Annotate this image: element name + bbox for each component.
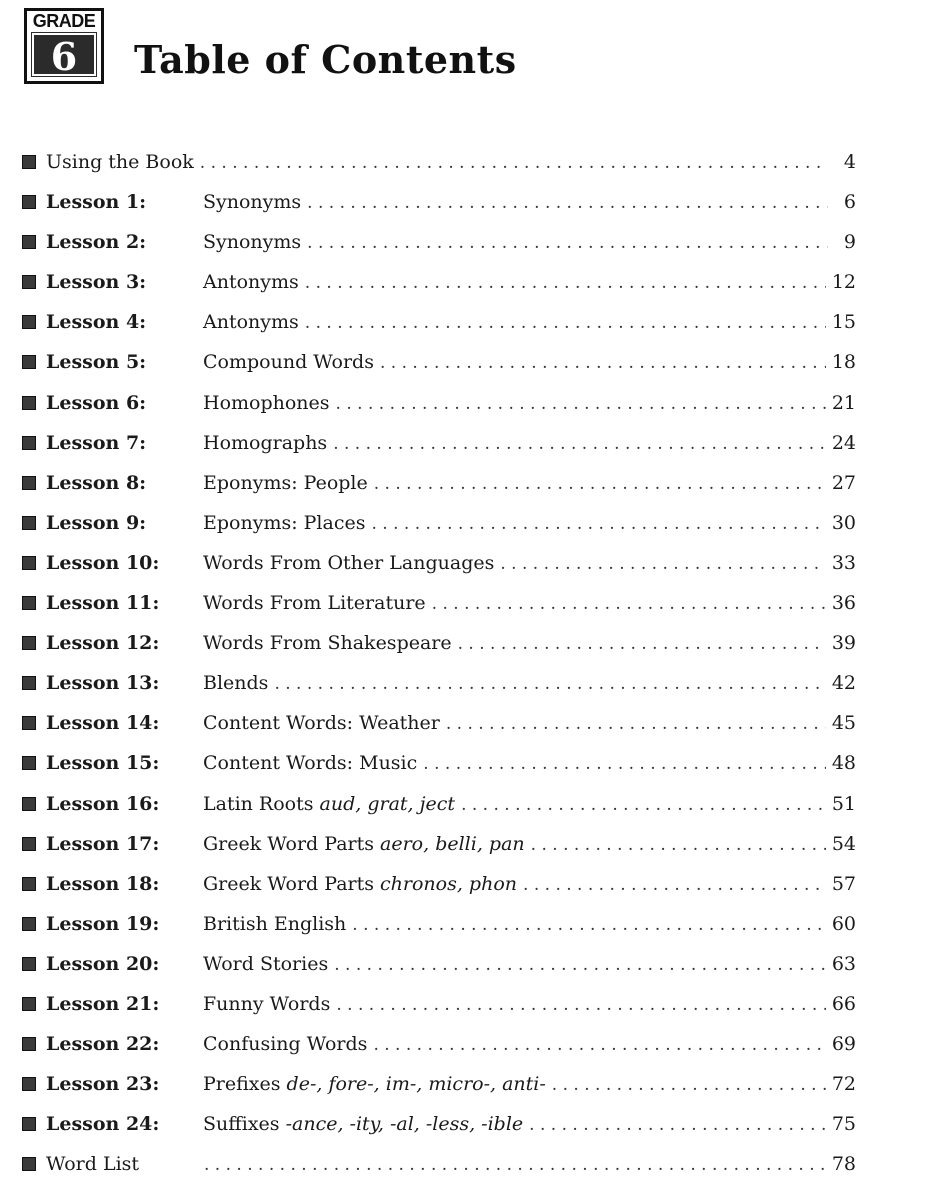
title-italic-text: -ance, -ity, -al, -less, -ible: [285, 1113, 524, 1136]
toc-entry-title: [203, 222, 301, 262]
dot-leader: [204, 1145, 826, 1185]
toc-entry-title: [203, 342, 374, 382]
dot-leader: [333, 424, 826, 464]
lesson-number: Lesson 5:: [46, 351, 147, 374]
lesson-number: Lesson 10:: [46, 551, 160, 574]
title-text: Greek Word Parts: [203, 872, 381, 895]
title-text: British English: [203, 912, 347, 935]
square-bullet-icon: [22, 596, 36, 610]
toc-entry-page: 4: [843, 151, 856, 173]
lesson-number: Lesson 9:: [46, 511, 147, 534]
dot-leader: [336, 384, 826, 424]
toc-entry-lesson-4[interactable]: [22, 302, 856, 342]
square-bullet-icon: [22, 436, 36, 450]
square-bullet-icon: [22, 837, 36, 851]
toc-entry-page: 6: [843, 191, 856, 214]
lesson-number: Lesson 20:: [46, 952, 160, 975]
toc-entry-lesson-20[interactable]: [22, 944, 856, 984]
toc-entry-title: [203, 904, 346, 944]
toc-entry-title: [203, 262, 299, 302]
lesson-number: Lesson 7:: [46, 431, 147, 454]
toc-entry-page: 30: [831, 511, 856, 534]
dot-leader: [552, 1065, 826, 1105]
lesson-number: Lesson 8:: [46, 471, 147, 494]
toc-entry-lesson-7[interactable]: [22, 423, 856, 463]
toc-entry-lesson-23[interactable]: [22, 1064, 856, 1104]
lesson-number: Lesson 13:: [46, 672, 160, 695]
square-bullet-icon: [22, 195, 36, 209]
toc-entry-page: 33: [831, 551, 856, 574]
title-text: Synonyms: [203, 191, 302, 214]
title-text: Words From Other Languages: [203, 551, 495, 574]
page-title: Table of Contents: [134, 37, 517, 82]
lesson-number: Lesson 17:: [46, 832, 160, 855]
toc-entry-page: 60: [831, 912, 856, 935]
toc-entry-page: 42: [831, 672, 856, 695]
title-text: Greek Word Parts: [203, 832, 381, 855]
title-text: Homophones: [203, 391, 330, 414]
lesson-number: Lesson 23:: [46, 1073, 160, 1096]
lesson-number: Lesson 12:: [46, 632, 160, 655]
title-text: Homographs: [203, 431, 328, 454]
toc-entry-lesson-13[interactable]: [22, 663, 856, 703]
square-bullet-icon: [22, 957, 36, 971]
title-text: Eponyms: People: [203, 471, 368, 494]
square-bullet-icon: [22, 396, 36, 410]
dot-leader: [531, 825, 826, 865]
toc-entry-title: [203, 1024, 367, 1064]
toc-entry-page: 63: [831, 952, 856, 975]
dot-leader: [432, 584, 826, 624]
dot-leader: [307, 183, 828, 223]
toc-entry-lesson-12[interactable]: [22, 623, 856, 663]
toc-entry-page: 72: [831, 1073, 856, 1096]
toc-entry-title: [203, 944, 328, 984]
toc-entry-page: 66: [831, 992, 856, 1015]
square-bullet-icon: [22, 556, 36, 570]
toc-entry-page: 54: [831, 832, 856, 855]
toc-entry-title: [203, 463, 368, 503]
toc-entry-lesson-17[interactable]: [22, 824, 856, 864]
dot-leader: [307, 223, 828, 263]
dot-leader: [529, 1105, 826, 1145]
toc-entry-title: [203, 503, 365, 543]
square-bullet-icon: [22, 355, 36, 369]
title-text: Words From Shakespeare: [203, 632, 452, 655]
dot-leader: [423, 744, 826, 784]
toc-entry-page: 36: [831, 592, 856, 615]
lesson-number: Lesson 15:: [46, 752, 160, 775]
title-text: Antonyms: [203, 271, 299, 294]
square-bullet-icon: [22, 1077, 36, 1091]
title-italic-text: aero, belli, pan: [380, 832, 525, 855]
lesson-number: Lesson 18:: [46, 872, 160, 895]
square-bullet-icon: [22, 716, 36, 730]
toc-entry-title: [203, 663, 268, 703]
toc-entry-page: 48: [831, 752, 856, 775]
dot-leader: [305, 263, 826, 303]
toc-entry-title: [203, 302, 299, 342]
toc-entry-page: 15: [831, 311, 856, 334]
lesson-number: Lesson 1:: [46, 191, 147, 214]
title-text: Funny Words: [203, 992, 331, 1015]
toc-entry-lesson-6[interactable]: [22, 383, 856, 423]
grade-number: 6: [32, 33, 96, 76]
title-text: Eponyms: Places: [203, 511, 366, 534]
toc-entry-lesson-11[interactable]: [22, 583, 856, 623]
square-bullet-icon: [22, 1037, 36, 1051]
toc-entry-page: 21: [831, 391, 856, 414]
title-italic-text: de-, fore-, im-, micro-, anti-: [286, 1073, 546, 1096]
toc-entry-title: [203, 864, 517, 904]
square-bullet-icon: [22, 1157, 36, 1171]
lesson-number: Lesson 24:: [46, 1113, 160, 1136]
lesson-number: Lesson 14:: [46, 712, 160, 735]
toc-entry-title: [203, 383, 330, 423]
lesson-number: Lesson 19:: [46, 912, 160, 935]
lesson-number: Lesson 11:: [46, 592, 160, 615]
toc-entry-lesson-14[interactable]: [22, 703, 856, 743]
dot-leader: [458, 624, 826, 664]
toc-entry-page: 75: [831, 1113, 856, 1136]
grade-badge: [24, 8, 104, 84]
square-bullet-icon: [22, 877, 36, 891]
table-of-contents: [22, 142, 856, 1184]
title-text: Compound Words: [203, 351, 374, 374]
toc-entry-title: [203, 543, 494, 583]
lesson-number: Lesson 2:: [46, 231, 147, 254]
lesson-number: Lesson 3:: [46, 271, 147, 294]
dot-leader: [200, 143, 828, 183]
title-text: Words From Literature: [203, 592, 426, 615]
toc-entry-lesson-8[interactable]: [22, 463, 856, 503]
square-bullet-icon: [22, 275, 36, 289]
square-bullet-icon: [22, 315, 36, 329]
dot-leader: [461, 785, 826, 825]
title-text: Word Stories: [203, 952, 329, 975]
toc-entry-page: 24: [831, 431, 856, 454]
square-bullet-icon: [22, 155, 36, 169]
toc-entry-title: [203, 824, 525, 864]
toc-entry-lesson-24[interactable]: [22, 1104, 856, 1144]
toc-entry-title: [203, 1104, 523, 1144]
title-italic-text: chronos, phon: [380, 872, 518, 895]
lesson-number: Lesson 6:: [46, 391, 147, 414]
toc-entry-title: Word List: [46, 1153, 140, 1176]
dot-leader: [274, 664, 825, 704]
toc-entry-title: [203, 984, 330, 1024]
title-text: Latin Roots: [203, 792, 320, 815]
toc-entry-title: [203, 703, 440, 743]
toc-entry-title: [203, 1064, 546, 1104]
dot-leader: [305, 303, 826, 343]
toc-entry-title: [203, 743, 417, 783]
square-bullet-icon: [22, 917, 36, 931]
dot-leader: [334, 945, 826, 985]
title-text: Synonyms: [203, 231, 302, 254]
toc-entry-using-the-book[interactable]: [22, 142, 856, 182]
dot-leader: [523, 865, 826, 905]
title-text: Content Words: Weather: [203, 712, 440, 735]
dot-leader: [373, 1025, 825, 1065]
square-bullet-icon: [22, 756, 36, 770]
toc-entry-lesson-15[interactable]: [22, 743, 856, 783]
toc-entry-lesson-18[interactable]: [22, 864, 856, 904]
title-text: Antonyms: [203, 311, 299, 334]
toc-entry-title: [203, 423, 327, 463]
lesson-number: Lesson 21:: [46, 992, 160, 1015]
title-text: Prefixes: [203, 1073, 287, 1096]
toc-entry-page: 45: [831, 712, 856, 735]
title-text: Content Words: Music: [203, 752, 418, 775]
toc-entry-lesson-19[interactable]: [22, 904, 856, 944]
toc-entry-lesson-22[interactable]: [22, 1024, 856, 1064]
toc-entry-lesson-9[interactable]: [22, 503, 856, 543]
dot-leader: [446, 704, 826, 744]
toc-entry-page: 51: [831, 792, 856, 815]
toc-entry-page: 27: [831, 471, 856, 494]
lesson-number: Lesson 16:: [46, 792, 160, 815]
square-bullet-icon: [22, 636, 36, 650]
dot-leader: [500, 544, 825, 584]
toc-entry-page: 78: [831, 1153, 856, 1176]
toc-entry-page: 12: [831, 271, 856, 294]
toc-entry-lesson-2[interactable]: [22, 222, 856, 262]
toc-entry-page: 9: [843, 231, 856, 254]
square-bullet-icon: [22, 997, 36, 1011]
toc-entry-title: [203, 623, 452, 663]
toc-entry-lesson-21[interactable]: [22, 984, 856, 1024]
title-text: Suffixes: [203, 1113, 286, 1136]
dot-leader: [352, 905, 826, 945]
toc-entry-title: Using the Book: [46, 151, 194, 173]
toc-entry-lesson-10[interactable]: [22, 543, 856, 583]
title-text: Blends: [203, 672, 269, 695]
dot-leader: [336, 985, 825, 1025]
toc-entry-title: [203, 182, 301, 222]
toc-entry-title: [203, 784, 455, 824]
dot-leader: [380, 343, 826, 383]
lesson-number: Lesson 22:: [46, 1033, 160, 1056]
toc-entry-lesson-3[interactable]: [22, 262, 856, 302]
dot-leader: [371, 504, 825, 544]
toc-entry-page: 69: [831, 1033, 856, 1056]
square-bullet-icon: [22, 1117, 36, 1131]
toc-entry-lesson-16[interactable]: [22, 784, 856, 824]
title-text: Confusing Words: [203, 1033, 368, 1056]
square-bullet-icon: [22, 516, 36, 530]
title-italic-text: aud, grat, ject: [319, 792, 456, 815]
dot-leader: [374, 464, 826, 504]
square-bullet-icon: [22, 476, 36, 490]
square-bullet-icon: [22, 235, 36, 249]
toc-entry-page: 18: [831, 351, 856, 374]
toc-entry-lesson-5[interactable]: [22, 342, 856, 382]
toc-entry-page: 39: [831, 632, 856, 655]
toc-entry-title: [203, 583, 426, 623]
grade-label: GRADE: [32, 11, 96, 31]
lesson-number: Lesson 4:: [46, 311, 147, 334]
toc-entry-page: 57: [831, 872, 856, 895]
square-bullet-icon: [22, 676, 36, 690]
toc-entry-word-list[interactable]: [22, 1144, 856, 1184]
square-bullet-icon: [22, 797, 36, 811]
toc-entry-lesson-1[interactable]: [22, 182, 856, 222]
